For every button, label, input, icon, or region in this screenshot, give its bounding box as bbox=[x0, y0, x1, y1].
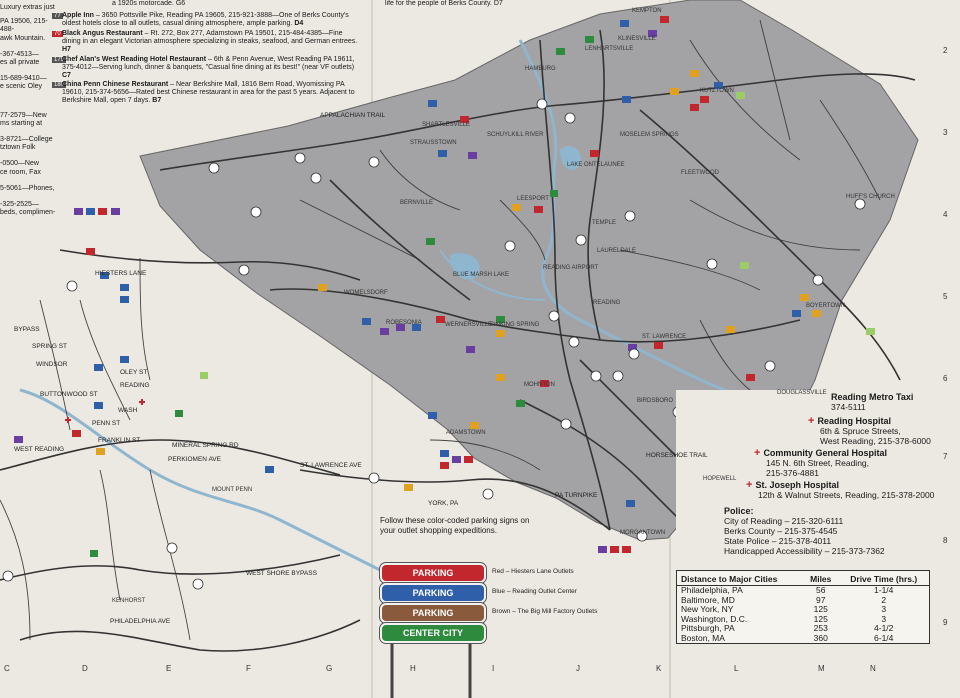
road-label: PA TURNPIKE bbox=[555, 492, 598, 499]
road-label: SPRING ST bbox=[32, 343, 68, 350]
grid-letter: H bbox=[410, 664, 416, 673]
police-info bbox=[724, 506, 885, 556]
town-label: STRAUSSTOWN bbox=[410, 140, 457, 146]
road-label: ST. LAWRENCE AVE bbox=[300, 462, 362, 469]
town-label: ST. LAWRENCE bbox=[642, 334, 687, 340]
listing-text: – Rt. 272, Box 277, Adamstown PA 19501, 215-484-4385—Fine dining in an elegant Victorian atmosphere specializing in steaks, seafood, and German entrees. bbox=[62, 30, 358, 46]
taxi-phone: 374-5111 bbox=[831, 402, 866, 412]
distance-table-header bbox=[677, 571, 930, 586]
town-label: HAMBURG bbox=[525, 66, 556, 72]
grid-number: 6 bbox=[943, 374, 948, 383]
road-label: PERKIOMEN AVE bbox=[168, 456, 221, 463]
drive-time-cell: 2 bbox=[881, 594, 887, 605]
grid-number: 3 bbox=[943, 128, 948, 137]
hospital-line: 215-376-4881 bbox=[766, 468, 819, 478]
listing-black-angus bbox=[62, 30, 362, 55]
town-label: SINKING SPRING bbox=[490, 322, 540, 328]
city-cell: New York, NY bbox=[681, 604, 734, 614]
town-label: TEMPLE bbox=[592, 220, 617, 226]
road-label: WINDSOR bbox=[36, 361, 68, 368]
road-label: WEST SHORE BYPASS bbox=[246, 570, 317, 577]
hospital-line: 145 N. 6th Street, Reading, bbox=[766, 458, 870, 468]
town-label: KEMPTON bbox=[632, 8, 662, 14]
legend-intro: Follow these color-coded parking signs on your outlet shopping expeditions. bbox=[380, 516, 530, 535]
listing-name: Chef Alan's West Reading Hotel Restaurant bbox=[62, 56, 207, 63]
road-label: WASH bbox=[118, 407, 138, 414]
taxi-name: Reading Metro Taxi bbox=[831, 392, 914, 402]
police-line: State Police – 215-378-4011 bbox=[724, 536, 832, 546]
town-label: LENHARTSVILLE bbox=[585, 46, 634, 52]
town-label: LEESPORT bbox=[517, 196, 549, 202]
left-line: 77-2579—New bbox=[0, 111, 47, 119]
listing-apple-inn bbox=[62, 12, 362, 28]
grid-letter: M bbox=[818, 664, 825, 673]
parking-sign-blue: PARKING bbox=[380, 583, 486, 603]
drive-time-cell: 4-1/2 bbox=[874, 623, 894, 633]
left-line: e scenic Oley bbox=[0, 83, 43, 91]
miles-cell: 56 bbox=[816, 585, 826, 595]
road-label: WEST READING bbox=[14, 446, 65, 453]
town-label: ROBESONIA bbox=[386, 320, 422, 326]
town-label: MOHNTON bbox=[524, 382, 555, 388]
miles-cell: 97 bbox=[816, 594, 826, 605]
city-cell: Pittsburgh, PA bbox=[681, 623, 735, 633]
police-line: Berks County – 215-375-4545 bbox=[724, 526, 838, 536]
grid-letter: C bbox=[4, 664, 10, 673]
town-label: BERNVILLE bbox=[400, 200, 434, 206]
left-line: awk Mountain. bbox=[0, 34, 46, 42]
miles-cell: 125 bbox=[813, 613, 828, 624]
top-right-snippet: life for the people of Berks County. D7 bbox=[385, 0, 503, 7]
town-label: HOPEWELL bbox=[703, 476, 737, 482]
hospital-name: Reading Hospital bbox=[817, 416, 891, 426]
miles-cell: 125 bbox=[813, 604, 828, 614]
road-label: HIESTERS LANE bbox=[95, 270, 147, 277]
left-line: ms starting at bbox=[0, 119, 43, 127]
road-label: OLEY ST bbox=[120, 369, 148, 376]
listing-text: – 3650 Pottsville Pike, Reading PA 19605, 215-921-3888—One of Berks County's oldest hotels close to all outlets, casual dining atmosphere, ample parking. bbox=[62, 12, 349, 28]
hospital-name: St. Joseph Hospital bbox=[755, 480, 839, 490]
hospital-line: West Reading, 215-378-6000 bbox=[820, 436, 931, 446]
drive-time-cell: 3 bbox=[881, 604, 887, 614]
town-label: MOUNT PENN bbox=[212, 487, 253, 493]
column-header: Distance to Major Cities bbox=[677, 571, 804, 586]
table-row bbox=[677, 586, 930, 596]
listing-china-penn bbox=[62, 81, 362, 106]
grid-letter: E bbox=[166, 664, 172, 673]
town-label: ADAMSTOWN bbox=[446, 430, 486, 436]
city-cell: Baltimore, MD bbox=[681, 594, 735, 605]
police-line: Handicapped Accessibility – 215-373-7362 bbox=[724, 546, 885, 556]
town-label: SCHUYLKILL RIVER bbox=[487, 132, 544, 138]
town-label: KUTZTOWN bbox=[700, 88, 734, 94]
town-label: READING bbox=[593, 300, 621, 306]
road-label: BYPASS bbox=[14, 326, 40, 333]
road-label: READING bbox=[120, 382, 150, 389]
hospital-cross-icon: + bbox=[754, 447, 761, 459]
left-line: -0500—New bbox=[0, 160, 39, 168]
column-header: Miles bbox=[803, 571, 838, 586]
town-label: SHARTLESVILLE bbox=[422, 122, 470, 128]
hospital-st-joseph bbox=[746, 480, 934, 500]
hospital-cross-icon: + bbox=[746, 479, 753, 491]
parking-desc-blue: Blue – Reading Outlet Center bbox=[492, 588, 577, 595]
hospital-reading bbox=[808, 416, 931, 446]
police-line: City of Reading – 215-320-6111 bbox=[724, 516, 844, 526]
grid-letter: G bbox=[326, 664, 333, 673]
miles-cell: 253 bbox=[813, 623, 828, 633]
left-line: 15-689-9410— bbox=[0, 75, 47, 83]
city-cell: Washington, D.C. bbox=[681, 613, 748, 624]
road-label: MINERAL SPRING RD bbox=[172, 442, 239, 449]
road-label: HORSESHOE TRAIL bbox=[646, 452, 708, 459]
hospital-community bbox=[754, 448, 887, 478]
grid-number: 2 bbox=[943, 46, 948, 55]
top-mid-snippet: a 1920s motorcade. G6 bbox=[112, 0, 186, 7]
town-label: KENHORST bbox=[112, 598, 146, 604]
taxi-info bbox=[831, 392, 913, 412]
listing-text: – 6th & Penn Avenue, West Reading PA 19611, 375-4012—Serving lunch, dinner & banquets, "Casual fine dining at its best!" (near VF outlets) bbox=[62, 56, 355, 72]
town-label: FLEETWOOD bbox=[681, 170, 720, 176]
listing-badge: 179 bbox=[54, 57, 65, 63]
road-label: FRANKLIN ST bbox=[98, 437, 141, 444]
listing-grid: D4 bbox=[294, 20, 304, 28]
grid-letter: N bbox=[870, 664, 876, 673]
grid-number: 4 bbox=[943, 210, 948, 219]
parking-desc-red: Red – Hiesters Lane Outlets bbox=[492, 568, 574, 575]
hospital-cross-icon: + bbox=[808, 415, 815, 427]
road-label: BUTTONWOOD ST bbox=[40, 391, 98, 398]
left-line: beds, complimen- bbox=[0, 209, 56, 217]
town-label: HUFF'S CHURCH bbox=[846, 194, 895, 200]
parking-desc-brown: Brown – The Big Mill Factory Outlets bbox=[492, 608, 598, 615]
listing-badge: 180 bbox=[54, 82, 65, 88]
grid-number: 7 bbox=[943, 452, 948, 461]
grid-number: 8 bbox=[943, 536, 948, 545]
town-label: KLINESVILLE bbox=[618, 36, 656, 42]
parking-sign-red: PARKING bbox=[380, 563, 486, 583]
listing-badge: 70 bbox=[54, 31, 61, 37]
hospital-name: Community General Hospital bbox=[763, 448, 887, 458]
listing-name: Black Angus Restaurant bbox=[62, 30, 143, 37]
listing-name: Apple Inn bbox=[62, 12, 94, 19]
left-line: 5-5061—Phones, bbox=[0, 184, 55, 192]
listing-grid: C7 bbox=[62, 72, 71, 80]
grid-letter: D bbox=[82, 664, 88, 673]
distance-table bbox=[676, 570, 930, 644]
town-label: READING AIRPORT bbox=[543, 265, 599, 271]
left-column-text bbox=[0, 4, 58, 217]
left-line: Luxury extras just bbox=[0, 4, 55, 11]
town-label: BLUE MARSH LAKE bbox=[453, 272, 510, 278]
police-title: Police: bbox=[724, 506, 754, 516]
left-line: tztown Folk bbox=[0, 144, 36, 152]
town-label: LAKE ONTELAUNEE bbox=[567, 162, 625, 168]
road-label: YORK, PA bbox=[428, 500, 459, 507]
city-cell: Philadelphia, PA bbox=[681, 585, 743, 595]
road-label: APPALACHIAN TRAIL bbox=[320, 112, 386, 119]
parking-sign-brown: PARKING bbox=[380, 603, 486, 623]
town-label: DOUGLASSVILLE bbox=[777, 390, 827, 396]
grid-letter: I bbox=[492, 664, 495, 673]
town-label: WERNERSVILLE bbox=[445, 322, 493, 328]
grid-number: 5 bbox=[943, 292, 948, 301]
left-line: ce room, Fax bbox=[0, 168, 41, 176]
town-label: BOYERTOWN bbox=[806, 303, 846, 309]
grid-letter: L bbox=[734, 664, 739, 673]
town-label: WOMELSDORF bbox=[344, 290, 388, 296]
drive-time-cell: 3 bbox=[881, 613, 887, 624]
drive-time-cell: 1-1/4 bbox=[874, 585, 894, 595]
road-label: PHILADELPHIA AVE bbox=[110, 618, 171, 625]
left-line: es all private bbox=[0, 59, 40, 67]
listing-grid: H7 bbox=[62, 46, 71, 54]
grid-letter: J bbox=[576, 664, 580, 673]
left-line: -325-2525— bbox=[0, 201, 39, 209]
grid-letter: F bbox=[246, 664, 251, 673]
town-label: BIRDSBORO bbox=[637, 398, 674, 404]
left-line: 3-8721—College bbox=[0, 136, 53, 144]
hospital-line: 6th & Spruce Streets, bbox=[820, 426, 901, 436]
city-cell: Boston, MA bbox=[681, 632, 725, 643]
grid-letter: K bbox=[656, 664, 662, 673]
town-label: MORGANTOWN bbox=[620, 530, 666, 536]
left-line: PA 19506, 215-488- bbox=[0, 18, 48, 34]
column-header: Drive Time (hrs.) bbox=[838, 571, 929, 586]
listing-name: China Penn Chinese Restaurant bbox=[62, 81, 169, 88]
road-label: PENN ST bbox=[92, 420, 121, 427]
town-label: MOSELEM SPRINGS bbox=[620, 132, 679, 138]
town-label: LAURELDALE bbox=[597, 248, 637, 254]
hospital-line: 12th & Walnut Streets, Reading, 215-378-2000 bbox=[758, 490, 935, 500]
listing-text: – Near Berkshire Mall, 1816 Bern Road, Wyomissing PA 19610, 215-374-5656—Rated best Chinese restaurant in area for the past 5 years. Adjacent to Berkshire Mall, open 7 days. bbox=[62, 81, 355, 105]
miles-cell: 360 bbox=[813, 632, 828, 643]
grid-number: 9 bbox=[943, 618, 948, 627]
drive-time-cell: 6-1/4 bbox=[874, 632, 894, 643]
table-row bbox=[677, 634, 930, 644]
listing-grid: B7 bbox=[152, 97, 162, 105]
center-city-sign: CENTER CITY bbox=[380, 623, 486, 643]
listing-badge: 77 bbox=[54, 13, 61, 19]
listing-chef-alans bbox=[62, 56, 362, 81]
left-line: -367-4513— bbox=[0, 50, 39, 58]
